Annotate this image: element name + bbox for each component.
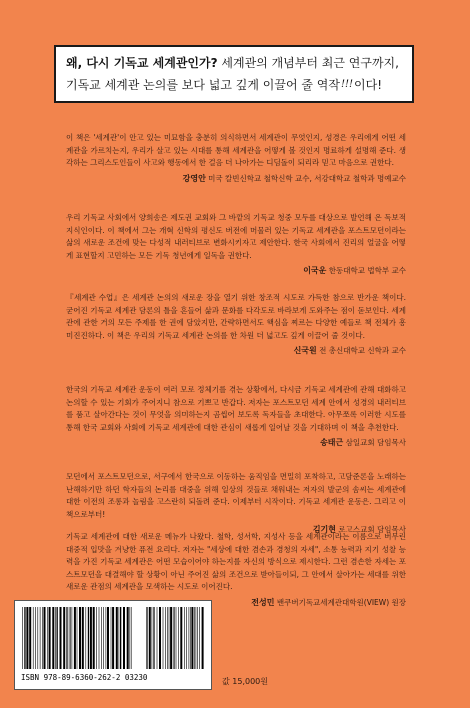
endorser-affiliation: 삼일교회 담임목사 bbox=[343, 438, 406, 448]
handwritten-exclamations: !!! bbox=[340, 79, 354, 90]
tagline-box bbox=[54, 45, 414, 103]
addon-barcode-bars bbox=[145, 607, 205, 669]
endorsement-5 bbox=[66, 471, 406, 537]
endorser-name: 전성민 bbox=[251, 597, 275, 607]
endorser-affiliation: 미국 칼빈신학교 철학신학 교수, 서강대학교 철학과 명예교수 bbox=[205, 173, 406, 183]
endorser-name: 김기현 bbox=[312, 525, 337, 535]
endorser-affiliation: 한동대학교 법학부 교수 bbox=[326, 266, 406, 276]
tagline-bold: 왜, 다시 기독교 세계관인가? bbox=[66, 56, 218, 70]
endorsement-text: 이 책은 '세계관'이 안고 있는 미묘함을 충분히 의식하면서 세계관이 무엇인지, 성경은 우리에게 어떤 세계관을 가르치는지, 우리가 살고 있는 시대를 통해 세계관을 어떻게 볼 것인지 명료하게 설명해 준다. 생각하는 그리스도인들이 사고와 행동에서 한 걸음 더 나아가는 디딤돌이 되리라 믿고 마음으로 권한다. bbox=[66, 133, 406, 168]
endorser-name: 송태근 bbox=[320, 438, 344, 448]
endorser-affiliation: 전 총신대학교 신학과 교수 bbox=[316, 346, 406, 356]
endorsement-6 bbox=[66, 531, 406, 610]
endorsement-signature bbox=[66, 437, 406, 450]
endorsement-signature bbox=[66, 345, 406, 358]
price-label: 값 15,000원 bbox=[222, 677, 268, 686]
ean-barcode-bars bbox=[21, 607, 133, 669]
endorsement-4 bbox=[66, 384, 406, 450]
endorser-affiliation: 밴쿠버기독교세계관대학원(VIEW) 원장 bbox=[274, 597, 406, 607]
tagline-line-2-text: 기독교 세계관 논의를 보다 넓고 깊게 이끌어 줄 역작 bbox=[66, 78, 340, 92]
endorsement-signature bbox=[66, 173, 406, 186]
endorsement-signature bbox=[66, 265, 406, 278]
isbn-barcode bbox=[14, 600, 212, 690]
endorser-name: 강영안 bbox=[182, 173, 206, 183]
tagline-line-1 bbox=[66, 53, 402, 74]
endorsement-text: 기독교 세계관에 대한 새로운 메뉴가 나왔다. 철학, 성서학, 지성사 등을 세계관이라는 이름으로 버무린 대중적 입맛을 겨냥한 퓨전 요리다. 저자는 "세상에 대한 겸손과 경청의 자세", 소통 능력과 지기 성찰 능력을 가진 기독교 세계관은 어떤 모습이어야 하는지를 자신의 방식으로 제시한다. 그런 겸손한 자세는 포스트모던을 대결해야 할 상황이 아닌 주어진 삶의 조건으로 받아들이되, 그 안에서 살아가는 세대를 위한 새로운 관점의 세계관을 모색하는 시도로 이어진다. bbox=[66, 532, 406, 592]
endorser-affiliation: 로고스교회 담임목사 bbox=[336, 525, 406, 535]
tagline-line-1-rest: 세계관의 개념부터 최근 연구까지, bbox=[217, 56, 399, 70]
tagline-line-2 bbox=[66, 74, 402, 96]
tagline-line-2-end: 이다! bbox=[354, 78, 383, 92]
endorsement-text: 우리 기독교 사회에서 양희송은 제도권 교회와 그 바깥의 기독교 청중 모두를 대상으로 발언해 온 독보적 지식인이다. 이 책에서 그는 개혁 신학의 평신도 버전에 머물러 있는 기독교 세계관을 포스트모던이라는 삶의 새로운 조건에 맞는 다성적 내러티브로 변화시키자고 제안한다. 한국 사회에서 진리의 얼굴을 어떻게 표현할지 고민하는 모든 기독 청년에게 일독을 권한다. bbox=[66, 213, 406, 260]
endorsement-text: 『세계관 수업』은 세계관 논의의 새로운 장을 열기 위한 창조적 시도로 가득한 참으로 반가운 책이다. 굳어진 기독교 세계관 담론의 틀을 흔들어 삶과 문화를 다각도로 바라보게 도와주는 점이 돋보인다. 세계관에 관한 거의 모든 주제를 한 권에 담았지만, 간략하면서도 핵심을 찌르는 다양한 예들로 책 전체가 흥미진진하다. 이 책은 우리의 기독교 세계관 논의를 한 차원 더 넓고도 깊게 이끌어 줄 것이다. bbox=[66, 293, 406, 340]
endorsement-1 bbox=[66, 132, 406, 185]
endorsement-text: 모던에서 포스트모던으로, 서구에서 한국으로 이동하는 움직임을 면밀히 포착하고, 고담준론을 노래하는 난해하기만 하던 학자들의 논리를 대중을 위해 일상의 것들로 채워내는 저자의 발군의 솜씨는 세계관에 대한 이전의 조롱과 놀림을 고스란히 되돌려 준다. 이제부터 시작이다. 기독교 세계관 운동은. 그리고 이 책으로부터! bbox=[66, 472, 406, 519]
isbn-text: ISBN 978-89-6360-262-2 03230 bbox=[21, 673, 148, 682]
endorsement-2 bbox=[66, 212, 406, 278]
endorser-name: 신국원 bbox=[293, 346, 317, 356]
endorsement-3 bbox=[66, 292, 406, 358]
endorser-name: 이국운 bbox=[303, 266, 327, 276]
endorsement-text: 한국의 기독교 세계관 운동이 여러 모로 정체기를 겪는 상황에서, 다시금 기독교 세계관에 관해 대화하고 논의할 수 있는 기회가 주어지니 참으로 기쁘고 반갑다. 저자는 포스트모던 세계 안에서 성경의 내러티브를 품고 살아간다는 것이 무엇을 의미하는지 곰씹어 보도록 독자들을 초대한다. 아무쪼록 이러한 시도를 통해 한국 교회와 사회에 기독교 세계관에 대한 관심이 새롭게 일어날 것을 기대하며 이 책을 추천한다. bbox=[66, 385, 406, 432]
